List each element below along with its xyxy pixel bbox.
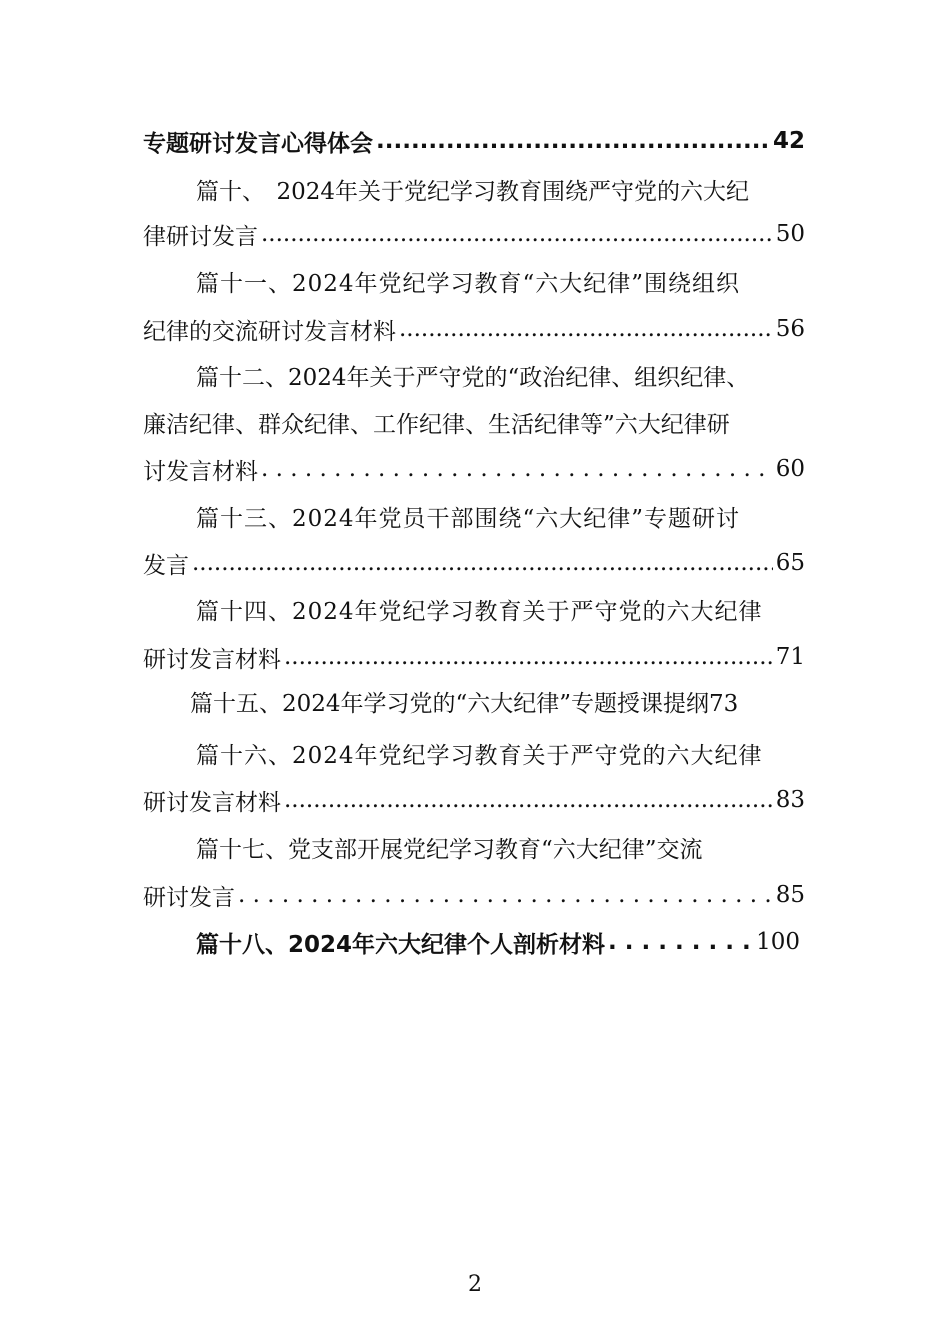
toc-page-number: 42 xyxy=(772,128,805,154)
toc-line-12[interactable] xyxy=(143,637,805,677)
toc-line-8[interactable] xyxy=(143,449,805,489)
toc-entry-title: 专题研讨发言心得体会 xyxy=(143,130,373,157)
toc-entry-title: 研讨发言材料 xyxy=(143,789,281,816)
dot-leader xyxy=(284,644,773,670)
toc-page-number: 83 xyxy=(775,787,805,813)
toc-line-5[interactable] xyxy=(143,309,805,349)
toc-page-number: 65 xyxy=(775,550,805,576)
dot-leader xyxy=(608,929,753,955)
toc-entry-title: 篇十、 2024年关于党纪学习教育围绕严守党的六大纪 xyxy=(196,178,750,205)
toc-entry-title: 纪律的交流研讨发言材料 xyxy=(143,318,396,345)
toc-entry-title: 篇十六、2024年党纪学习教育关于严守党的六大纪律 xyxy=(196,742,763,769)
toc-page-number: 56 xyxy=(775,316,805,342)
toc-entry-title: 廉洁纪律、群众纪律、工作纪律、生活纪律等”六大纪律研 xyxy=(143,411,730,438)
toc-page-number: 100 xyxy=(756,929,800,955)
dot-leader xyxy=(399,316,773,342)
toc-entry-title: 篇十八、2024年六大纪律个人剖析材料 xyxy=(196,931,606,958)
toc-entry-title: 发言 xyxy=(143,552,189,579)
dot-leader xyxy=(284,787,773,813)
dot-leader xyxy=(261,456,773,482)
toc-line-10[interactable] xyxy=(143,543,805,583)
toc-entry-title: 研讨发言 xyxy=(143,884,235,911)
toc-page-number: 85 xyxy=(775,882,805,908)
toc-entry-title: 篇十四、2024年党纪学习教育关于严守党的六大纪律 xyxy=(196,598,763,625)
toc-entry-title: 篇十七、党支部开展党纪学习教育“六大纪律”交流 xyxy=(196,836,703,863)
toc-page-number: 60 xyxy=(775,456,805,482)
toc-line-2[interactable] xyxy=(196,169,804,209)
toc-line-7[interactable] xyxy=(143,402,805,442)
toc-line-9[interactable] xyxy=(196,496,804,536)
toc-line-6[interactable] xyxy=(196,355,804,395)
dot-leader xyxy=(261,221,773,247)
toc-page-number: 50 xyxy=(775,221,805,247)
toc-entry-title: 篇十五、2024年学习党的“六大纪律”专题授课提纲73 xyxy=(190,690,739,717)
toc-line-3[interactable] xyxy=(143,214,805,254)
toc-line-13[interactable] xyxy=(190,681,830,721)
dot-leader xyxy=(192,550,773,576)
toc-line-1[interactable] xyxy=(143,121,805,161)
page-number: 2 xyxy=(468,1272,482,1297)
toc-entry-title: 篇十二、2024年关于严守党的“政治纪律、组织纪律、 xyxy=(196,364,750,391)
toc-entry-title: 篇十一、2024年党纪学习教育“六大纪律”围绕组织 xyxy=(196,270,741,297)
toc-line-14[interactable] xyxy=(196,733,804,773)
toc-page-number: 71 xyxy=(775,644,805,670)
toc-entry-title: 研讨发言材料 xyxy=(143,646,281,673)
toc-line-16[interactable] xyxy=(196,827,804,867)
toc-line-18[interactable] xyxy=(196,922,800,962)
toc-line-4[interactable] xyxy=(196,261,804,301)
toc-line-15[interactable] xyxy=(143,780,805,820)
toc-entry-title: 讨发言材料 xyxy=(143,458,258,485)
dot-leader xyxy=(376,128,770,154)
toc-line-17[interactable] xyxy=(143,875,805,915)
toc-entry-title: 律研讨发言 xyxy=(143,223,258,250)
toc-line-11[interactable] xyxy=(196,589,804,629)
toc-entry-title: 篇十三、2024年党员干部围绕“六大纪律”专题研讨 xyxy=(196,505,741,532)
dot-leader xyxy=(238,882,773,908)
